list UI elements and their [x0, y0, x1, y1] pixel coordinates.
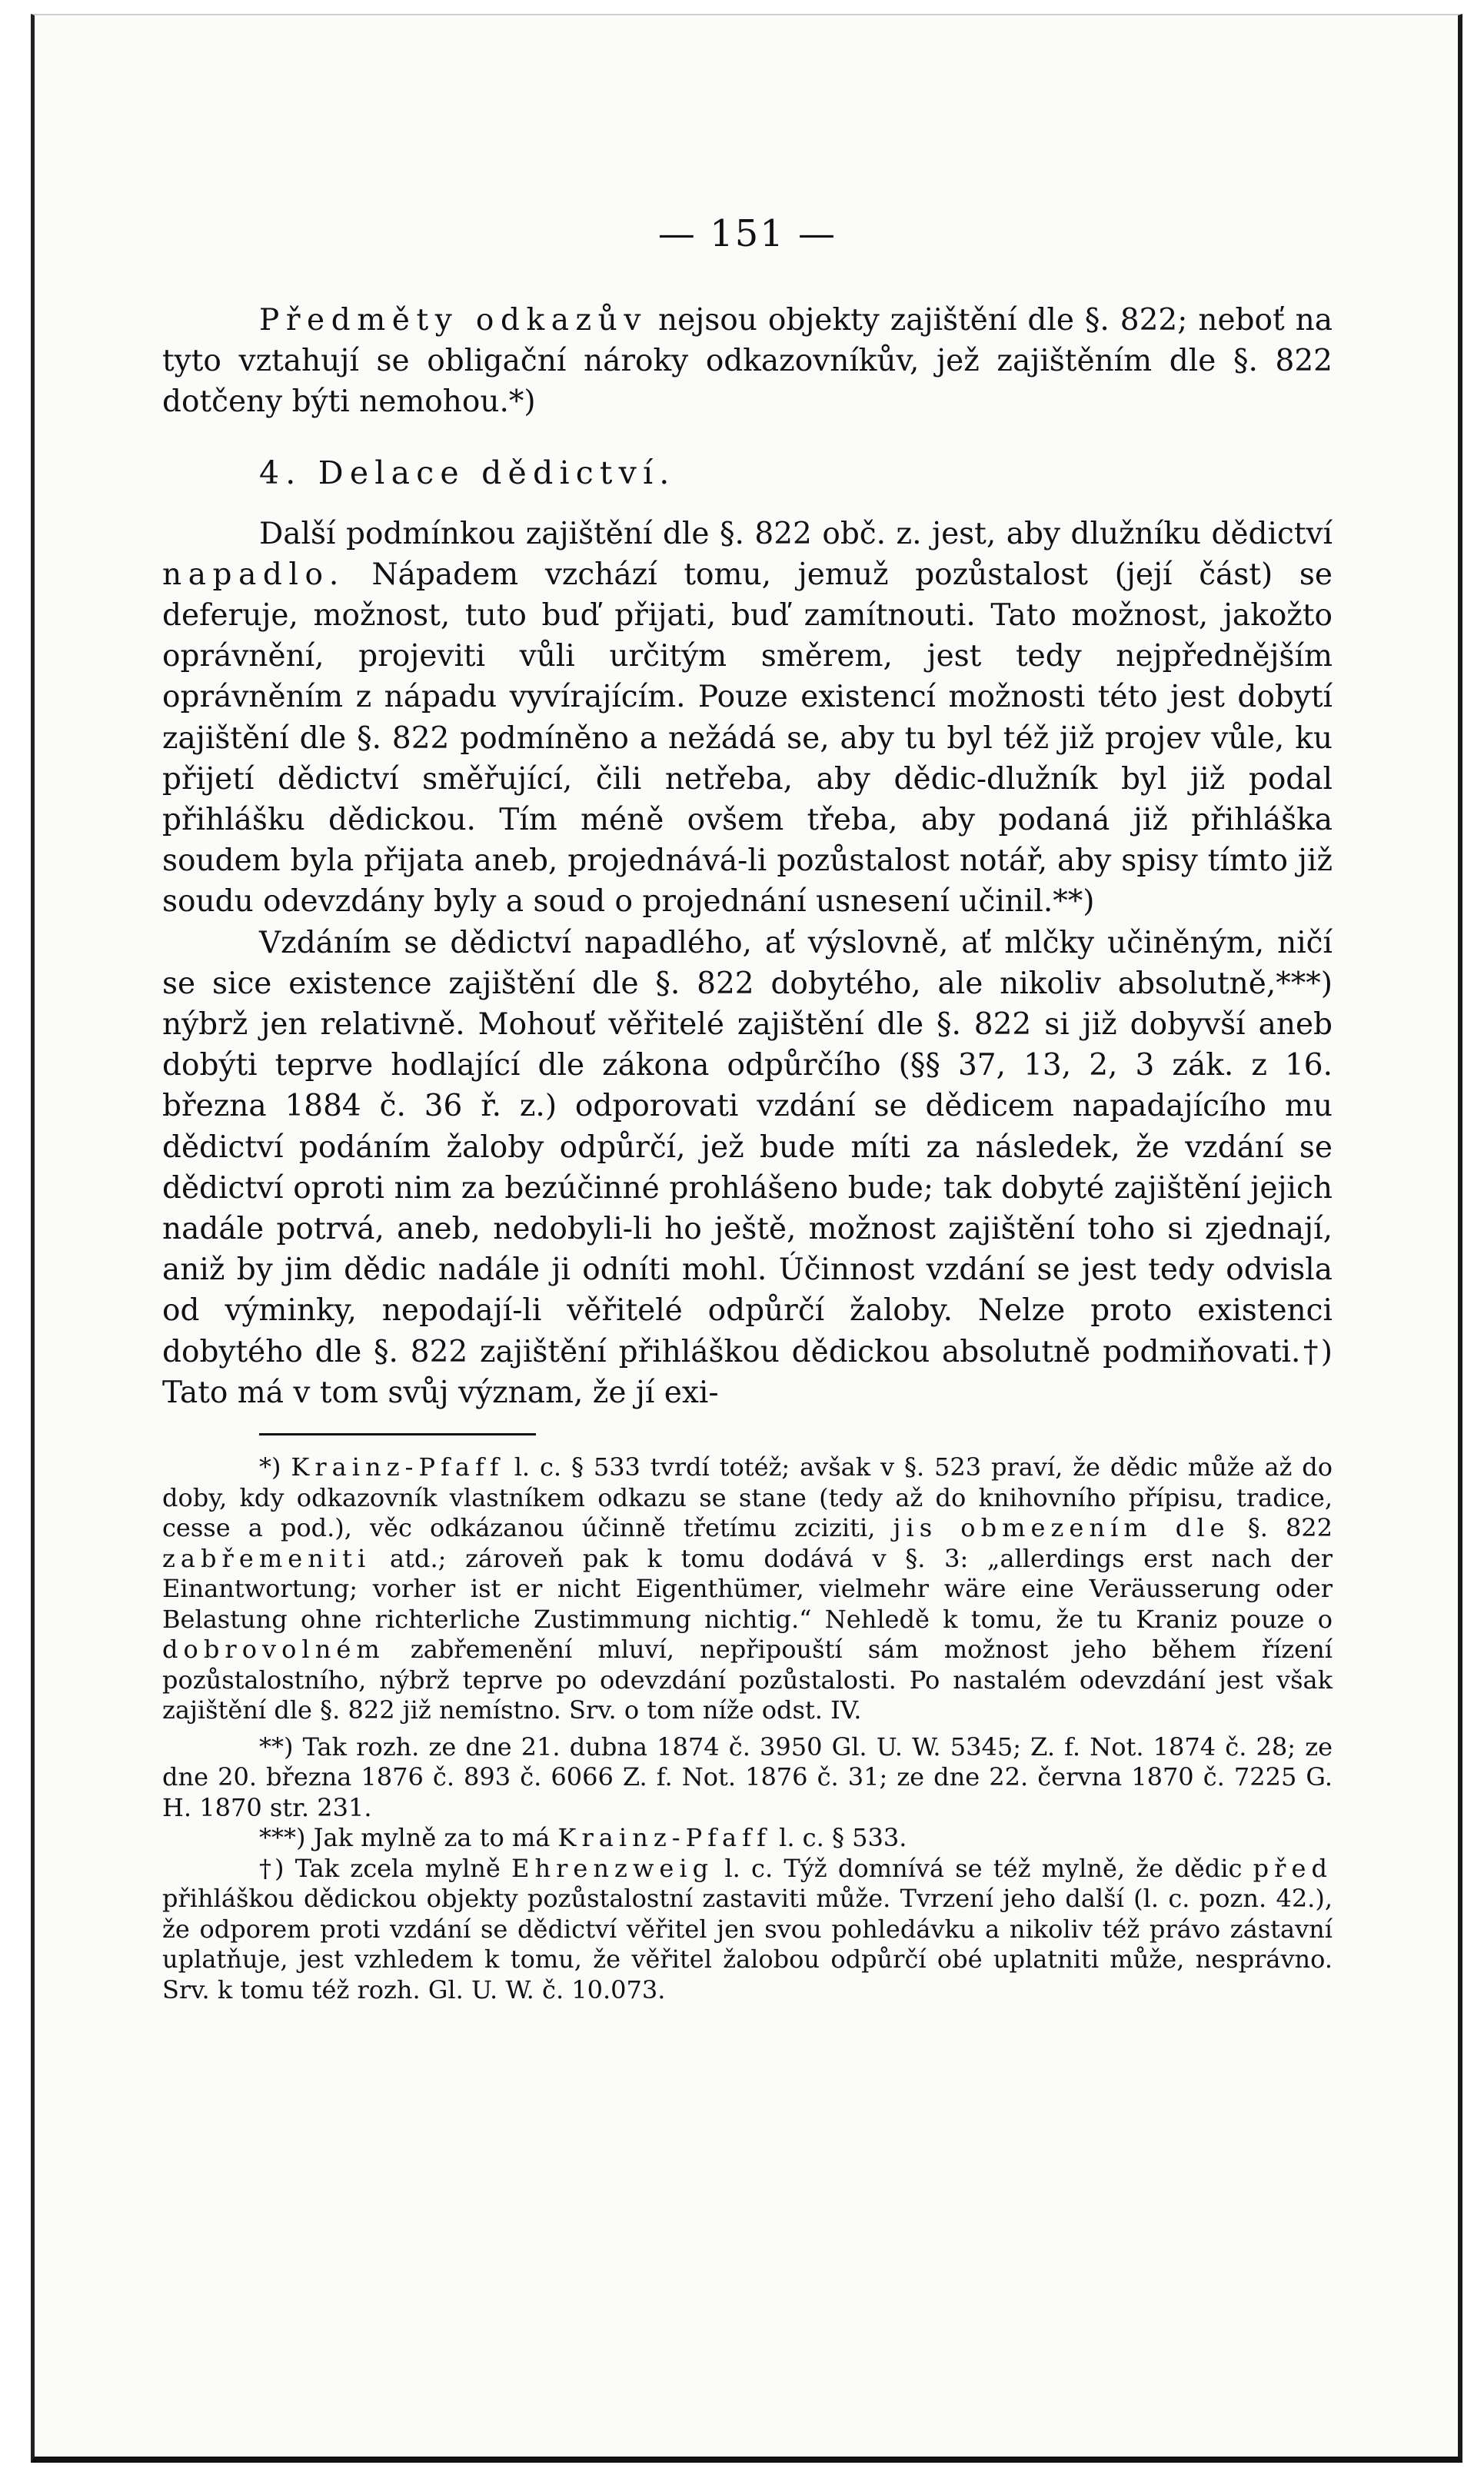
spaced-word: dobrovolném [162, 1635, 385, 1665]
footnote-text: l. c. § 533. [779, 1823, 907, 1853]
footnote-text: zabřemenění mluví, nepřipouští sám možnost jeho během řízení pozůstalostního, nýbrž teprve po odevzdání pozůstalosti. Po nastalém odevzdání jest však zajištění dle §. 822 již nemístno. Srv. o tom níže odst. IV. [162, 1635, 1333, 1725]
section-heading: 4. Delace dědictví. [259, 454, 676, 491]
footnote-text: atd.; zároveň pak k tomu dodává v §. 3: „allerdings erst nach der Einantwortung; vorher ist er nicht Eigenthümer, vielmehr wäre eine Veräusserung oder Belastung ohne richterliche Zustimmung nichtig.“ Nehledě k tomu, že tu Kraniz pouze o [162, 1543, 1333, 1634]
footnote-1 [162, 1452, 1333, 1726]
spaced-author: Krainz-Pfaff [291, 1452, 504, 1482]
footnote-text: †) Tak zcela mylně [259, 1853, 501, 1883]
footnote-text: l. c. § 533 tvrdí totéž; avšak v §. 523 praví, že dědic může až do doby, kdy odkazovník vlastníkem odkazu se stane (tedy až do knihovního přípisu, tradice, cesse a pod.), věc odkázanou účinně třetímu zciziti, [162, 1452, 1333, 1543]
footnote-2: **) Tak rozh. ze dne 21. dubna 1874 č. 3950 Gl. U. W. 5345; Z. f. Not. 1874 č. 28; ze dne 20. března 1876 č. 893 č. 6066 Z. f. Not. 1876 č. 31; ze dne 22. června 1870 č. 7225 G. H. 1870 str. 231. [162, 1732, 1333, 1822]
footnote-3 [162, 1823, 1333, 1854]
paragraph-delation [162, 514, 1333, 923]
footnotes [162, 1452, 1333, 2005]
spaced-word: před [1253, 1853, 1333, 1883]
footnote-divider [259, 1433, 536, 1435]
page-content [162, 197, 1333, 2005]
paragraph-text: nejsou objekty zajištění dle §. 822; neboť na tyto vztahují se obligační nároky odkazovníkův, jež zajištěním dle §. 822 dotčeny býti nemohou.*) [162, 303, 1333, 420]
spaced-word: napadlo. [162, 557, 345, 592]
paragraph-objects [162, 300, 1333, 423]
main-text [162, 300, 1333, 1413]
footnote-text: §. 822 [1247, 1513, 1333, 1543]
spaced-lead: Předměty odkazův [259, 303, 647, 338]
spaced-phrase: jis obmezením dle [893, 1513, 1230, 1543]
footnote-text: přihláškou dědickou objekty pozůstalostní zastaviti může. Tvrzení jeho další (l. c. pozn. 42.), že odporem proti vzdání se dědictví věřitel jen svou pohledávku a nikoliv též právo zástavní uplatňuje, jest vzhledem k tomu, že věřitel žalobou odpůrčí obé uplatniti může, nesprávno. Srv. k tomu též rozh. Gl. U. W. č. 10.073. [162, 1884, 1333, 2004]
spaced-author: Krainz-Pfaff [557, 1823, 771, 1853]
paragraph-text: Další podmínkou zajištění dle §. 822 obč. z. jest, aby dlužníku dědictví [259, 516, 1333, 551]
paragraph-text: Nápadem vzchází tomu, jemuž pozůstalost (její část) se deferuje, možnost, tuto buď přijati, buď zamítnouti. Tato možnost, jakožto oprávnění, projeviti vůli určitým směrem, jest tedy nejpřednějším oprávněním z nápadu vyvírajícím. Pouze existencí možnosti této jest dobytí zajištění dle §. 822 podmíněno a nežádá se, aby tu byl též již projev vůle, ku přijetí dědictví směřující, čili netřeba, aby dědic-dlužník byl již podal přihlášku dědickou. Tím méně ovšem třeba, aby podaná již přihláška soudem byla přijata aneb, projednává-li pozůstalost notář, aby spisy tímto již soudu odevzdány byly a soud o projednání usnesení učinil.**) [162, 557, 1333, 920]
page-number: — 151 — [657, 212, 837, 255]
paragraph-renunciation: Vzdáním se dědictví napadlého, ať výslovně, ať mlčky učiněným, ničí se sice existence zajištění dle §. 822 dobytého, ale nikoliv absolutně,***) nýbrž jen relativně. Mohouť věřitelé zajištění dle §. 822 si již dobyvší aneb dobýti teprve hodlající dle zákona odpůrčího (§§ 37, 13, 2, 3 zák. z 16. března 1884 č. 36 ř. z.) odporovati vzdání se dědicem napadajícího mu dědictví podáním žaloby odpůrčí, jež bude míti za následek, že vzdání se dědictví oproti nim za bezúčinné prohlášeno bude; tak dobyté zajištění jejich nadále potrvá, aneb, nedobyli-li ho ještě, možnost zajištění toho si zjednají, aniž by jim dědic nadále ji odníti mohl. Účinnost vzdání se jest tedy odvisla od výminky, nepodají-li věřitelé odpůrčí žaloby. Nelze proto existenci dobytého dle §. 822 zajištění přihláškou dědickou absolutně podmiňovati.†) Tato má v tom svůj význam, že jí exi- [162, 925, 1333, 1410]
footnote-text: l. c. Týž domnívá se též mylně, že dědic [724, 1853, 1243, 1883]
spaced-word: zabřemeniti [162, 1543, 371, 1573]
spaced-author: Ehrenzweig [511, 1853, 714, 1883]
book-page [31, 14, 1462, 2463]
footnote-text: ***) Jak mylně za to má [259, 1823, 551, 1853]
footnote-4 [162, 1854, 1333, 2006]
footnote-marker: *) [259, 1452, 281, 1482]
